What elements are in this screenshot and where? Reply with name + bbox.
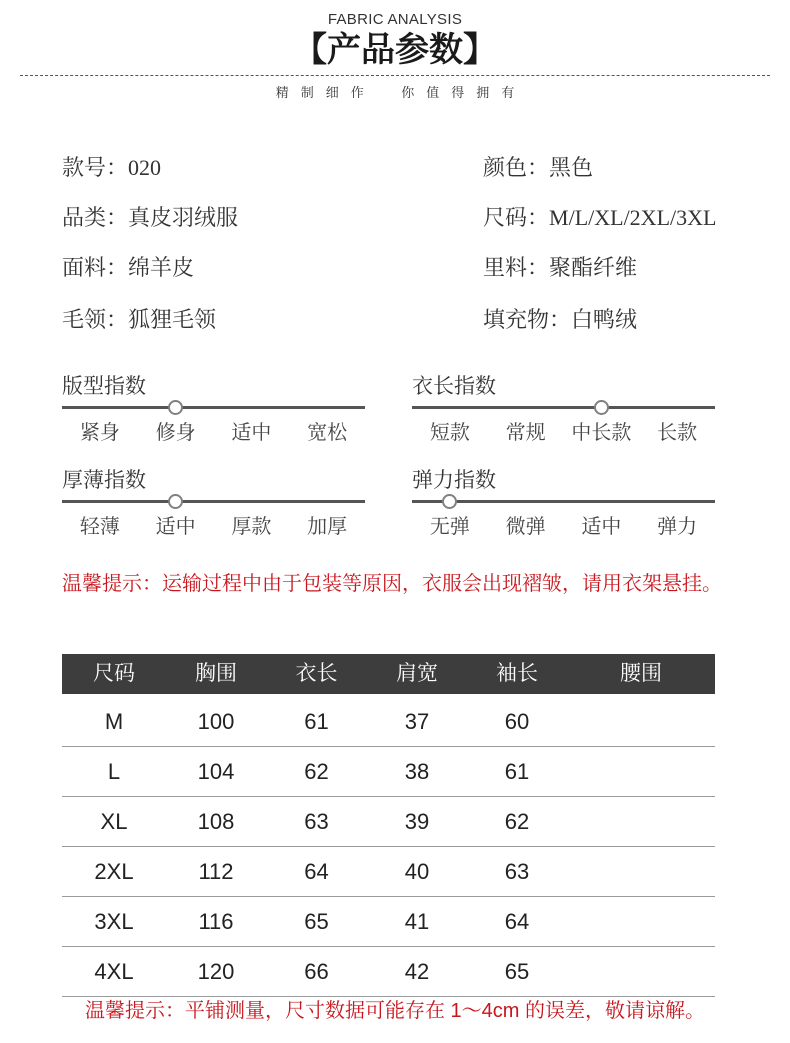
length-index-option: 常规 xyxy=(505,422,546,444)
size-cell-sleeve: 60 xyxy=(504,709,530,734)
length-index xyxy=(412,375,715,447)
size-cell-sleeve: 62 xyxy=(504,809,530,834)
spec-label: 填充物： xyxy=(483,307,572,332)
size-cell-sleeve: 63 xyxy=(504,859,530,884)
size-cell-size: 4XL xyxy=(94,959,134,984)
spec-size xyxy=(483,205,716,231)
size-table-header xyxy=(62,654,715,694)
size-table-row xyxy=(62,947,715,997)
thickness-index-scale xyxy=(62,500,365,503)
length-index-option: 长款 xyxy=(657,422,698,444)
dashed-divider xyxy=(20,75,770,76)
size-cell-size: 2XL xyxy=(94,859,134,884)
size-cell-sleeve: 64 xyxy=(504,909,530,934)
size-cell-shoulder: 40 xyxy=(404,859,430,884)
fit-index-marker xyxy=(168,400,183,415)
stretch-index-options xyxy=(412,515,715,539)
size-cell-shoulder: 41 xyxy=(404,909,430,934)
spec-label: 款号： xyxy=(62,155,129,180)
slogan: 精制细作 你值得拥有 xyxy=(275,85,527,100)
thickness-index xyxy=(62,469,365,541)
spec-value: 020 xyxy=(128,155,162,180)
length-index-title: 衣长指数 xyxy=(412,375,496,398)
size-cell-waist xyxy=(567,697,715,746)
stretch-index-title: 弹力指数 xyxy=(412,469,496,492)
length-index-marker xyxy=(594,400,609,415)
stretch-index-option: 微弹 xyxy=(505,516,546,538)
spec-label: 品类： xyxy=(62,205,129,230)
size-cell-sleeve: 65 xyxy=(504,959,530,984)
fit-index-option: 宽松 xyxy=(307,422,348,444)
length-index-scale xyxy=(412,406,715,409)
size-table-row xyxy=(62,747,715,797)
fit-index-option: 适中 xyxy=(231,422,272,444)
stretch-index xyxy=(412,469,715,541)
length-index-option: 中长款 xyxy=(571,422,632,444)
size-cell-shoulder: 39 xyxy=(404,809,430,834)
column-header-length: 衣长 xyxy=(295,662,338,685)
size-cell-waist xyxy=(567,897,715,946)
size-cell-size: XL xyxy=(100,809,128,834)
size-cell-waist xyxy=(567,847,715,896)
size-cell-length: 62 xyxy=(304,759,329,784)
size-cell-waist xyxy=(567,947,715,996)
thickness-index-option: 加厚 xyxy=(307,516,348,538)
size-table-row xyxy=(62,697,715,747)
thickness-index-option: 轻薄 xyxy=(79,516,120,538)
spec-color xyxy=(483,155,593,181)
size-cell-chest: 104 xyxy=(197,759,235,784)
thickness-index-option: 适中 xyxy=(155,516,196,538)
stretch-index-marker xyxy=(442,494,457,509)
fit-index-options xyxy=(62,421,365,445)
thickness-index-options xyxy=(62,515,365,539)
measurement-notice: 温馨提示：平铺测量，尺寸数据可能存在 1～4cm 的误差，敬请谅解。 xyxy=(84,1000,706,1022)
column-header-size: 尺码 xyxy=(93,662,135,685)
length-index-option: 短款 xyxy=(429,422,470,444)
page-title: 【产品参数】 xyxy=(293,31,497,69)
spec-value: 真皮羽绒服 xyxy=(128,205,239,230)
size-cell-chest: 100 xyxy=(197,709,235,734)
thickness-index-marker xyxy=(168,494,183,509)
size-cell-length: 65 xyxy=(304,909,329,934)
stretch-index-scale xyxy=(412,500,715,503)
size-cell-length: 64 xyxy=(304,859,329,884)
column-header-sleeve: 袖长 xyxy=(496,662,538,685)
size-table-row xyxy=(62,797,715,847)
spec-value: M/L/XL/2XL/3XL xyxy=(549,205,717,230)
thickness-index-option: 厚款 xyxy=(231,516,272,538)
spec-lining xyxy=(483,255,637,281)
spec-label: 里料： xyxy=(483,255,550,280)
size-cell-waist xyxy=(567,747,715,796)
size-table-row xyxy=(62,897,715,947)
fit-index xyxy=(62,375,365,447)
stretch-index-option: 适中 xyxy=(581,516,622,538)
size-cell-length: 63 xyxy=(304,809,329,834)
size-table-body xyxy=(62,697,715,997)
column-header-waist: 腰围 xyxy=(620,662,662,685)
spec-fur-collar xyxy=(62,307,216,333)
size-cell-size: M xyxy=(104,709,124,734)
spec-value: 绵羊皮 xyxy=(128,255,195,280)
care-notice: 温馨提示：运输过程中由于包装等原因，衣服会出现褶皱，请用衣架悬挂。 xyxy=(62,573,722,595)
thickness-index-title: 厚薄指数 xyxy=(62,469,146,492)
spec-value: 白鸭绒 xyxy=(571,307,638,332)
spec-value: 聚酯纤维 xyxy=(549,255,638,280)
spec-label: 尺码： xyxy=(483,205,550,230)
size-cell-chest: 112 xyxy=(198,859,234,884)
size-cell-chest: 116 xyxy=(198,909,234,934)
spec-style-number xyxy=(62,155,161,181)
spec-value: 狐狸毛领 xyxy=(128,307,217,332)
size-cell-chest: 120 xyxy=(197,959,235,984)
fit-index-option: 紧身 xyxy=(79,422,120,444)
size-cell-shoulder: 38 xyxy=(404,759,430,784)
size-cell-shoulder: 37 xyxy=(404,709,430,734)
spec-value: 黑色 xyxy=(549,155,594,180)
spec-label: 毛领： xyxy=(62,307,129,332)
column-header-chest: 胸围 xyxy=(195,662,237,685)
size-cell-waist xyxy=(567,797,715,846)
spec-filling xyxy=(483,307,637,333)
size-cell-chest: 108 xyxy=(197,809,235,834)
fabric-analysis-heading: FABRIC ANALYSIS xyxy=(327,11,463,28)
size-cell-size: L xyxy=(107,759,121,784)
size-cell-sleeve: 61 xyxy=(504,759,530,784)
column-header-shoulder: 肩宽 xyxy=(396,662,438,685)
spec-label: 面料： xyxy=(62,255,129,280)
spec-label: 颜色： xyxy=(483,155,550,180)
size-cell-shoulder: 42 xyxy=(404,959,430,984)
spec-category xyxy=(62,205,238,231)
spec-fabric xyxy=(62,255,194,281)
stretch-index-option: 弹力 xyxy=(657,516,698,538)
fit-index-scale xyxy=(62,406,365,409)
length-index-options xyxy=(412,421,715,445)
size-cell-size: 3XL xyxy=(94,909,134,934)
size-table-row xyxy=(62,847,715,897)
fit-index-option: 修身 xyxy=(155,422,196,444)
fit-index-title: 版型指数 xyxy=(62,375,146,398)
size-cell-length: 61 xyxy=(304,709,329,734)
stretch-index-option: 无弹 xyxy=(429,516,470,538)
size-cell-length: 66 xyxy=(304,959,329,984)
